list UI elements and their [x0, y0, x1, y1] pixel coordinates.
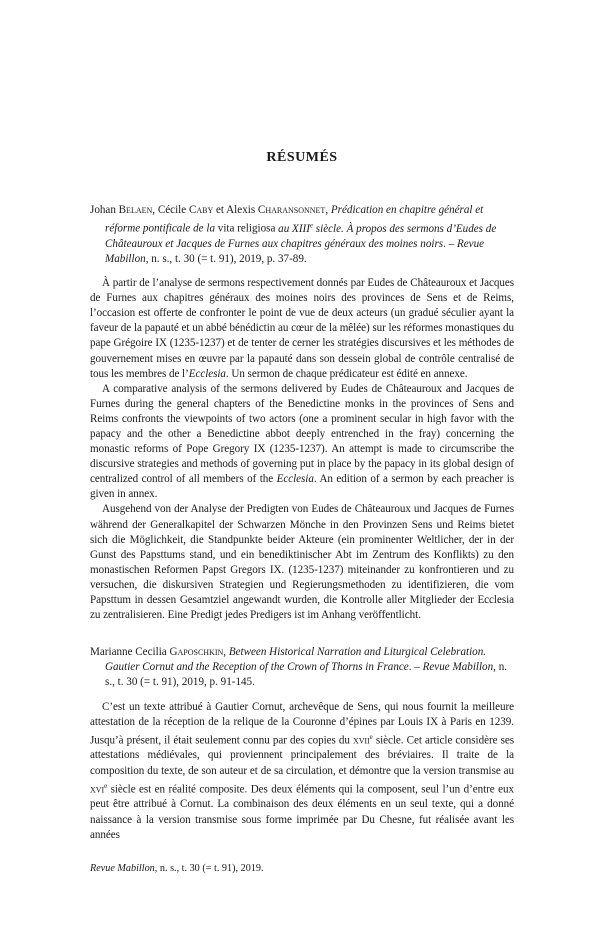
separator: . –	[408, 661, 423, 674]
separator: . –	[443, 237, 457, 250]
running-footer	[90, 863, 264, 874]
page-title: RÉSUMÉS	[266, 150, 338, 165]
citation: , n. s., t. 30 (= t. 91), 2019, p. 37-89.	[145, 252, 307, 265]
abstract-french: C’est un texte attribué à Gautier Cornut, archevêque de Sens, qui nous fournit la meilleure attestation de la réception de la relique de la Couronne d’épines par Louis IX à Paris en 1239. Jusqu’à présent, il était seulement connu par des copies du xvii$^e$ siècle. Cet article considère ses attestations médiévales, qui proviennent principalement des bréviaires. Il traite de la composition du texte, de son auteur et de sa circulation, et démontre que la version transmise au xvi$^e$ siècle est en réalité composite. Des deux éléments qui la composent, seul l’un d’entre eux peut être attribué à Cornut. La combinaison des deux éléments en un seul texte, qui a donné naissance à la version transmise sous forme imprimée par Du Chesne, fut réalisée avant les années	[90, 700, 514, 841]
author-last-name: Gaposchkin	[169, 646, 224, 659]
article-title-cont: au XIIIe siècle. À propos des sermons d’Eudes de Châteauroux et Jacques de Furnes aux chapitres généraux des moines noirs	[105, 221, 497, 250]
abstract-english: A comparative analysis of the sermons delivered by Eudes de Châteauroux and Jacques de Furnes during the general chapters of the Benedictine monks in the provinces of Sens and Reims confronts the viewpoints of two actors (one a prominent secular in high favor with the papacy and the other a Benedictine abbot deeply entrenched in the fray) concerning the monastic reforms of Pope Gregory IX (1235-1237). An attempt is made to circumscribe the discursive strategies and methods of governing put in place by the papacy in its global design of centralized control of all members of the Ecclesia. An edition of a sermon by each preacher is given in annex.	[90, 382, 514, 501]
author-first-name: Johan	[90, 204, 119, 216]
author-last-name: Caby	[188, 204, 214, 216]
abstract-german: Ausgehend von der Analyse der Predigten von Eudes de Châteauroux und Jacques de Furnes während der Generalkapitel der Schwarzen Mönche in den Provinzen Sens und Reims bietet sich die Möglichkeit, die Standpunkte beider Akteure (ein prominenter Weltlicher, der in der Gunst des Papsttums stand, und ein benediktinischer Abt im Zentrum des Konflikts) zu den monastischen Reformen Papst Gregors IX. (1235-1237) miteinander zu konfrontieren und zu versuchen, die diskursiven Strategien und Regierungsmethoden zu identifizieren, die vom Papsttum in dessen Gesamtziel angewandt wurden, die Kontrolle aller Mitglieder der Ecclesia zu zentralisieren. Eine Predigt jedes Predigers ist im Anhang veröffentlicht.	[90, 503, 514, 622]
article-title: Between Historical Narration and Liturgical Celebration. Gautier Cornut and the Reception of the Crown of Thorns in France	[105, 646, 487, 674]
article-title-roman: vita religiosa	[217, 222, 276, 235]
footer-citation: , n. s., t. 30 (= t. 91), 2019.	[154, 863, 264, 874]
journal-name: Revue Mabillon	[105, 237, 485, 265]
journal-name: Revue Mabillon	[422, 661, 494, 674]
article-title: Prédication en chapitre général et réforme pontificale de la	[105, 204, 484, 235]
entry1-reference: Johan Belaen, Cécile Caby et Alexis Charansonnet, Prédication en chapitre général et réforme pontificale de la vita religiosa au XIIIe siècle. À propos des sermons d’Eudes de Châteauroux et Jacques de Furnes aux chapitres généraux des moines noirs. – Revue Mabillon, n. s., t. 30 (= t. 91), 2019, p. 37-89.	[90, 204, 497, 265]
separator: et Alexis	[213, 204, 258, 216]
author-last-name: Charansonnet	[257, 204, 326, 216]
separator: , Cécile	[152, 204, 189, 216]
entry2-reference: Marianne Cecilia Gaposchkin, Between Historical Narration and Liturgical Celebration. Gautier Cornut and the Reception of the Crown of Thorns in France. – Revue Mabillon, n. s., t. 30 (= t. 91), 2019, p. 91-145.	[90, 646, 508, 689]
abstract-french: À partir de l’analyse de sermons respectivement donnés par Eudes de Châteauroux et Jacques de Furnes aux chapitres généraux des moines noirs des provinces de Sens et de Reims, l’occasion est offerte de confronter le point de vue de deux acteurs (un gradué séculier ayant la faveur de la papauté et un abbé bénédictin au cœur de la mêlée) sur les réformes monastiques du pape Grégoire IX (1235-1237) et de tenter de cerner les stratégies discursives et les méthodes de gouvernement mises en œuvre par la papauté dans son dessein global de contrôle centralisé de tous les membres de l’Ecclesia. Un sermon de chaque prédicateur est édité en annexe.	[90, 277, 514, 380]
author-first-name: Marianne Cecilia	[90, 646, 170, 659]
citation: , n. s., t. 30 (= t. 91), 2019, p. 91-145.	[105, 661, 508, 689]
abstracts-body	[90, 203, 514, 843]
footer-journal: Revue Mabillon	[90, 863, 155, 874]
author-last-name: Belaen	[118, 204, 153, 216]
